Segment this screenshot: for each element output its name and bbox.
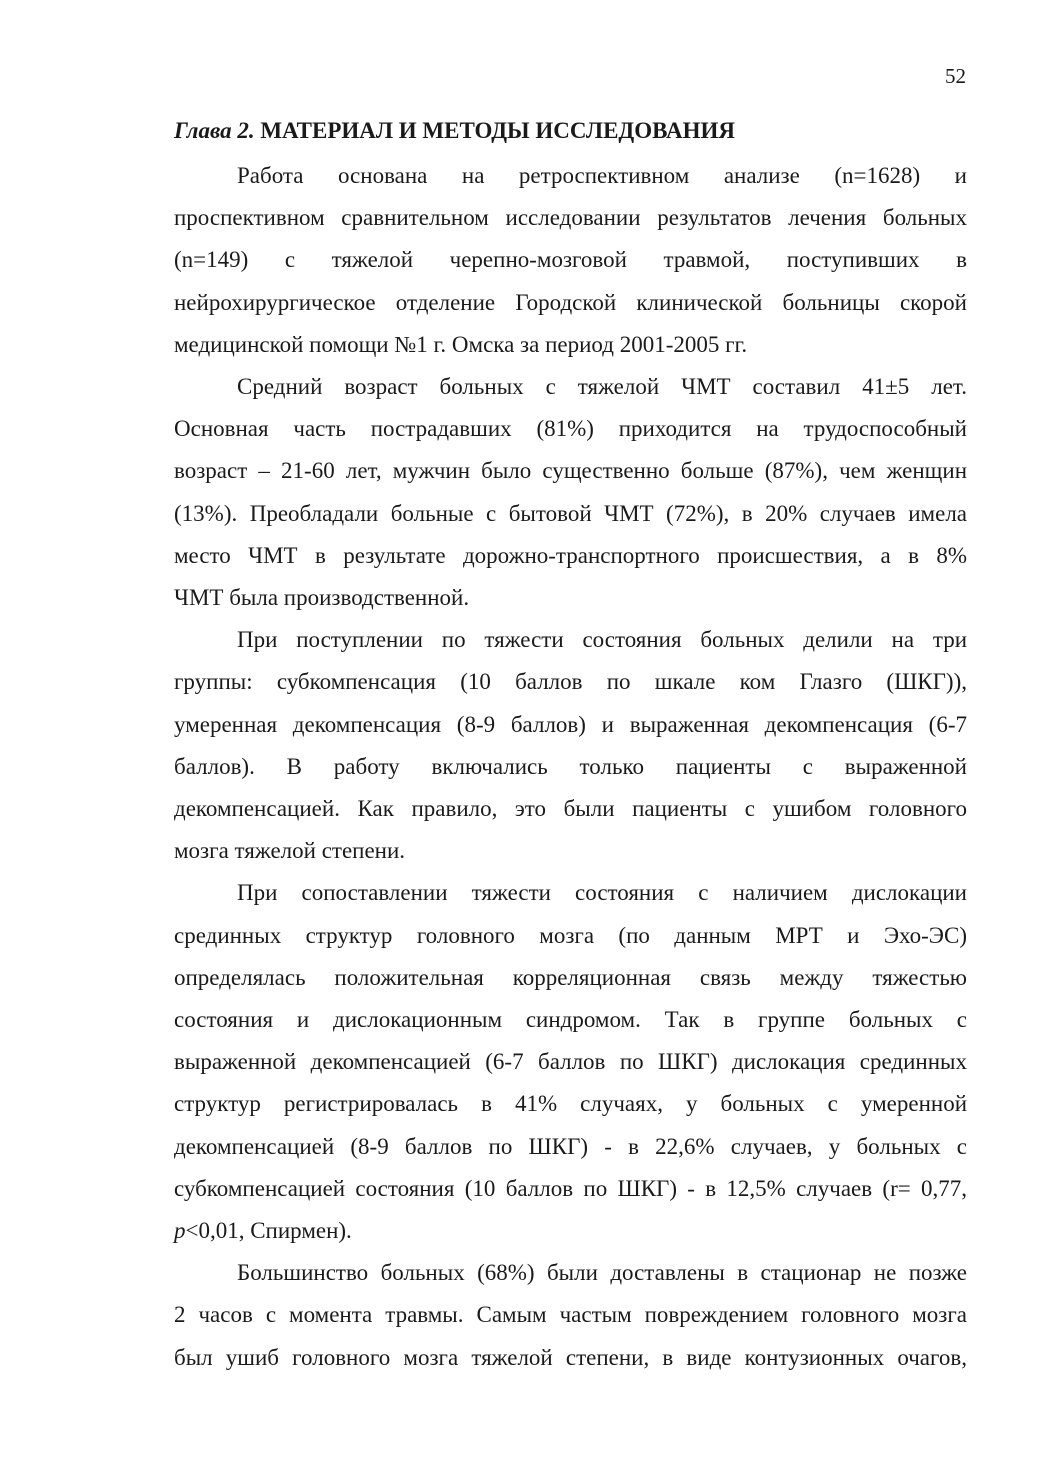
chapter-title: МАТЕРИАЛ И МЕТОДЫ ИССЛЕДОВАНИЯ — [254, 118, 736, 143]
text-line: место ЧМТ в результате дорожно-транспортного происшествия, а в 8% — [174, 542, 967, 568]
chapter-label: Глава 2. — [174, 118, 255, 143]
text-line: медицинской помощи №1 г. Омска за период 2001-2005 гг. — [174, 331, 748, 357]
text-line: (13%). Преобладали больные с бытовой ЧМТ (72%), в 20% случаев имела — [174, 500, 967, 526]
text-line: декомпенсацией. Как правило, это были пациенты с ушибом головного — [174, 796, 967, 822]
text-line: определялась положительная корреляционная связь между тяжестью — [174, 964, 967, 990]
page-content — [174, 113, 967, 1379]
text-line: возраст – 21-60 лет, мужчин было существенно больше (87%), чем женщин — [174, 458, 967, 484]
chapter-heading — [174, 113, 967, 149]
text-line: умеренная декомпенсация (8-9 баллов) и выраженная декомпенсация (6-7 — [174, 711, 967, 737]
p-value-text: <0,01, Спирмен). — [185, 1218, 352, 1244]
text-line: ЧМТ была производственной. — [174, 585, 470, 611]
text-line: При поступлении по тяжести состояния больных делили на три — [237, 627, 967, 653]
text-line: При сопоставлении тяжести состояния с наличием дислокации — [237, 880, 967, 906]
paragraph-admission-timing — [174, 1252, 967, 1379]
text-line: состояния и дислокационным синдромом. Так в группе больных с — [174, 1007, 967, 1033]
text-line: структур регистрировалась в 41% случаях, у больных с умеренной — [174, 1091, 967, 1117]
text-line: 2 часов с момента травмы. Самым частым повреждением головного мозга — [174, 1302, 967, 1328]
text-line: баллов). В работу включались только пациенты с выраженной — [174, 753, 967, 779]
text-line: Основная часть пострадавших (81%) приходится на трудоспособный — [174, 416, 967, 442]
text-line: Большинство больных (68%) были доставлены в стационар не позже — [237, 1260, 967, 1286]
text-line: декомпенсацией (8-9 баллов по ШКГ) - в 22,6% случаев, у больных с — [174, 1133, 967, 1159]
text-line: (n=149) с тяжелой черепно-мозговой травмой, поступивших в — [174, 247, 967, 273]
text-line: группы: субкомпенсация (10 баллов по шкале ком Глазго (ШКГ)), — [174, 669, 967, 695]
text-line: Средний возраст больных с тяжелой ЧМТ составил 41±5 лет. — [237, 374, 967, 400]
paragraph-dislocation-correlation — [174, 872, 967, 1252]
text-line: был ушиб головного мозга тяжелой степени, в виде контузионных очагов, — [174, 1344, 967, 1370]
text-line — [174, 1210, 967, 1252]
paragraph-severity-groups — [174, 619, 967, 872]
text-line: субкомпенсацией состояния (10 баллов по ШКГ) - в 12,5% случаев (r= 0,77, — [174, 1175, 967, 1201]
paragraph-study-basis — [174, 155, 967, 366]
text-line: выраженной декомпенсацией (6-7 баллов по ШКГ) дислокация срединных — [174, 1049, 967, 1075]
text-line: срединных структур головного мозга (по данным МРТ и Эхо-ЭС) — [174, 922, 967, 948]
text-line: Работа основана на ретроспективном анализе (n=1628) и — [237, 163, 967, 188]
text-line: нейрохирургическое отделение Городской клинической больницы скорой — [174, 289, 967, 315]
text-line: проспективном сравнительном исследовании результатов лечения больных — [174, 205, 967, 231]
p-value-symbol: p — [174, 1218, 186, 1244]
text-line: мозга тяжелой степени. — [174, 838, 406, 864]
page-number: 52 — [945, 64, 966, 88]
paragraph-patient-age — [174, 366, 967, 619]
